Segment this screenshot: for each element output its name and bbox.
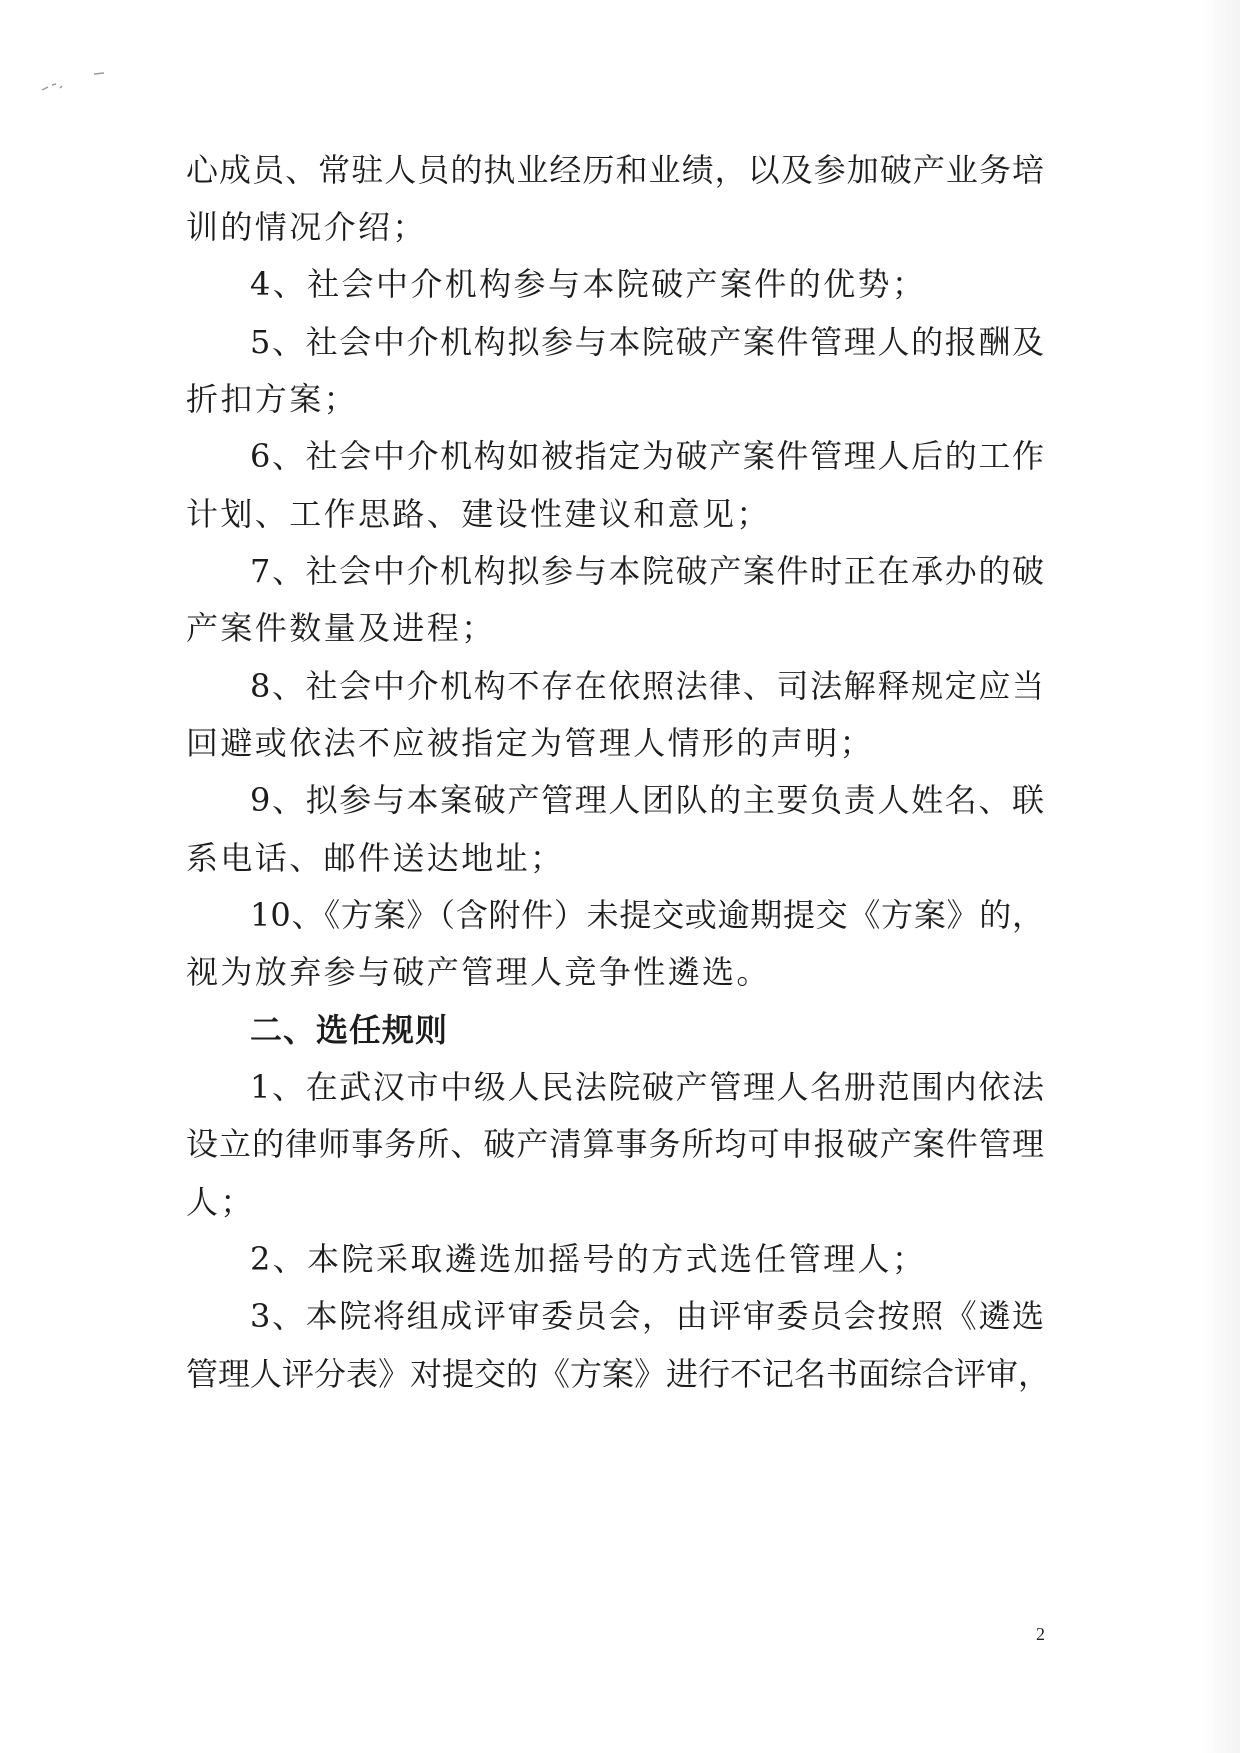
text-line: 7、社会中介机构拟参与本院破产案件时正在承办的破 — [250, 552, 1044, 590]
scan-page-edge — [1200, 0, 1240, 1753]
text-line: 人； — [186, 1183, 255, 1221]
text-line: 8、社会中介机构不存在依照法律、司法解释规定应当 — [250, 667, 1044, 705]
text-line: 5、社会中介机构拟参与本院破产案件管理人的报酬及 — [250, 323, 1044, 361]
text-line: 训的情况介绍； — [186, 208, 427, 246]
text-line: 4、社会中介机构参与本院破产案件的优势； — [250, 265, 927, 303]
text-line: 管理人评分表》对提交的《方案》进行不记名书面综合评审， — [186, 1355, 1051, 1393]
text-line: 9、拟参与本案破产管理人团队的主要负责人姓名、联 — [250, 781, 1044, 819]
text-line: 折扣方案； — [186, 380, 359, 418]
text-line: 2、本院采取遴选加摇号的方式选任管理人； — [250, 1240, 927, 1278]
text-line: 计划、工作思路、建设性建议和意见； — [186, 495, 771, 533]
text-line: 视为放弃参与破产管理人竞争性遴选。 — [186, 953, 771, 991]
text-line: 设立的律师事务所、破产清算事务所均可申报破产案件管理 — [186, 1125, 1044, 1163]
text-line: 3、本院将组成评审委员会，由评审委员会按照《遴选 — [250, 1297, 1044, 1335]
text-line: 1、在武汉市中级人民法院破产管理人名册范围内依法 — [250, 1068, 1044, 1106]
text-line: 产案件数量及进程； — [186, 609, 496, 647]
page-number: 2 — [1036, 1624, 1045, 1644]
text-line: 10、《方案》（含附件）未提交或逾期提交《方案》的， — [250, 896, 1044, 934]
text-line: 心成员、常驻人员的执业经历和业绩，以及参加破产业务培 — [186, 151, 1044, 189]
text-line: 回避或依法不应被指定为管理人情形的声明； — [186, 724, 875, 762]
text-line: 6、社会中介机构如被指定为破产案件管理人后的工作 — [250, 437, 1044, 475]
scan-speck-mark — [40, 68, 120, 98]
text-line: 系电话、邮件送达地址； — [186, 839, 565, 877]
section-heading: 二、选任规则 — [250, 1011, 449, 1049]
